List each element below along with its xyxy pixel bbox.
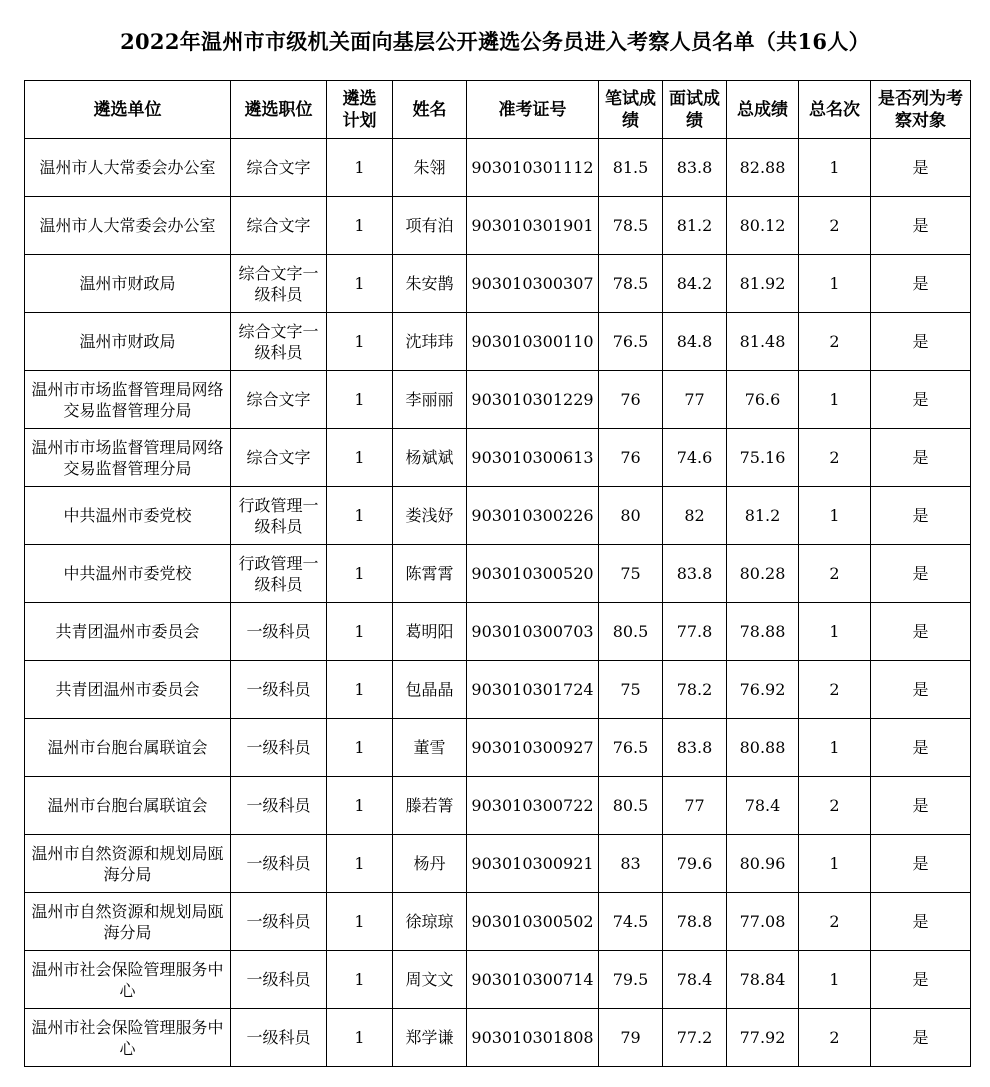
cell-selected: 是: [871, 835, 971, 893]
cell-interview: 82: [663, 487, 727, 545]
table-row: [25, 313, 971, 371]
table-row: [25, 893, 971, 951]
cell-exam-id: 903010300927: [467, 719, 599, 777]
candidate-table: [24, 80, 971, 1067]
cell-exam-id: 903010300110: [467, 313, 599, 371]
cell-exam-id: 903010300307: [467, 255, 599, 313]
cell-rank: 1: [799, 835, 871, 893]
cell-interview: 77.2: [663, 1009, 727, 1067]
cell-exam-id: 903010301112: [467, 139, 599, 197]
cell-plan: 1: [327, 777, 393, 835]
cell-rank: 2: [799, 545, 871, 603]
cell-plan: 1: [327, 603, 393, 661]
cell-selected: 是: [871, 139, 971, 197]
cell-rank: 2: [799, 893, 871, 951]
cell-total: 78.88: [727, 603, 799, 661]
cell-unit: 温州市台胞台属联谊会: [25, 777, 231, 835]
cell-unit: 温州市台胞台属联谊会: [25, 719, 231, 777]
cell-exam-id: 903010301724: [467, 661, 599, 719]
cell-position: 综合文字: [231, 197, 327, 255]
table-row: [25, 545, 971, 603]
cell-position: 一级科员: [231, 777, 327, 835]
cell-interview: 77: [663, 371, 727, 429]
cell-interview: 83.8: [663, 545, 727, 603]
cell-name: 郑学谦: [393, 1009, 467, 1067]
table-row: [25, 835, 971, 893]
cell-plan: 1: [327, 835, 393, 893]
cell-rank: 1: [799, 371, 871, 429]
cell-rank: 2: [799, 197, 871, 255]
cell-name: 项有泊: [393, 197, 467, 255]
cell-total: 77.92: [727, 1009, 799, 1067]
cell-selected: 是: [871, 893, 971, 951]
cell-total: 80.12: [727, 197, 799, 255]
cell-selected: 是: [871, 371, 971, 429]
cell-selected: 是: [871, 487, 971, 545]
cell-written: 76.5: [599, 313, 663, 371]
table-row: [25, 951, 971, 1009]
cell-selected: 是: [871, 1009, 971, 1067]
cell-unit: 温州市财政局: [25, 255, 231, 313]
header-name: 姓名: [393, 81, 467, 139]
cell-written: 79: [599, 1009, 663, 1067]
cell-rank: 2: [799, 1009, 871, 1067]
table-row: [25, 661, 971, 719]
cell-rank: 1: [799, 603, 871, 661]
cell-unit: 温州市人大常委会办公室: [25, 139, 231, 197]
table-row: [25, 139, 971, 197]
header-unit: 遴选单位: [25, 81, 231, 139]
cell-selected: 是: [871, 603, 971, 661]
cell-written: 76: [599, 371, 663, 429]
cell-unit: 中共温州市委党校: [25, 545, 231, 603]
cell-total: 81.2: [727, 487, 799, 545]
cell-written: 76: [599, 429, 663, 487]
cell-exam-id: 903010300502: [467, 893, 599, 951]
header-position: 遴选职位: [231, 81, 327, 139]
cell-position: 综合文字: [231, 371, 327, 429]
cell-written: 83: [599, 835, 663, 893]
cell-plan: 1: [327, 487, 393, 545]
cell-position: 一级科员: [231, 603, 327, 661]
cell-unit: 温州市社会保险管理服务中心: [25, 951, 231, 1009]
cell-position: 综合文字: [231, 429, 327, 487]
cell-rank: 2: [799, 429, 871, 487]
cell-name: 李丽丽: [393, 371, 467, 429]
cell-selected: 是: [871, 719, 971, 777]
cell-name: 葛明阳: [393, 603, 467, 661]
cell-plan: 1: [327, 893, 393, 951]
cell-name: 娄浅妤: [393, 487, 467, 545]
cell-interview: 74.6: [663, 429, 727, 487]
cell-plan: 1: [327, 1009, 393, 1067]
cell-name: 朱安鹊: [393, 255, 467, 313]
table-row: [25, 777, 971, 835]
table-row: [25, 603, 971, 661]
cell-total: 78.4: [727, 777, 799, 835]
cell-exam-id: 903010301901: [467, 197, 599, 255]
cell-rank: 1: [799, 487, 871, 545]
cell-selected: 是: [871, 313, 971, 371]
cell-interview: 83.8: [663, 139, 727, 197]
cell-interview: 84.8: [663, 313, 727, 371]
cell-rank: 2: [799, 777, 871, 835]
cell-name: 沈玮玮: [393, 313, 467, 371]
cell-interview: 78.4: [663, 951, 727, 1009]
cell-interview: 84.2: [663, 255, 727, 313]
cell-plan: 1: [327, 197, 393, 255]
cell-total: 81.48: [727, 313, 799, 371]
cell-unit: 温州市社会保险管理服务中心: [25, 1009, 231, 1067]
cell-rank: 1: [799, 139, 871, 197]
cell-unit: 共青团温州市委员会: [25, 603, 231, 661]
cell-name: 陈霄霄: [393, 545, 467, 603]
cell-interview: 83.8: [663, 719, 727, 777]
cell-total: 80.88: [727, 719, 799, 777]
cell-exam-id: 903010301808: [467, 1009, 599, 1067]
cell-unit: 共青团温州市委员会: [25, 661, 231, 719]
cell-total: 77.08: [727, 893, 799, 951]
cell-name: 杨斌斌: [393, 429, 467, 487]
cell-written: 80.5: [599, 777, 663, 835]
header-rank: 总名次: [799, 81, 871, 139]
cell-total: 76.92: [727, 661, 799, 719]
cell-exam-id: 903010301229: [467, 371, 599, 429]
header-total: 总成绩: [727, 81, 799, 139]
cell-total: 81.92: [727, 255, 799, 313]
cell-unit: 温州市市场监督管理局网络交易监督管理分局: [25, 429, 231, 487]
cell-exam-id: 903010300703: [467, 603, 599, 661]
cell-position: 综合文字: [231, 139, 327, 197]
cell-name: 徐琼琼: [393, 893, 467, 951]
cell-exam-id: 903010300714: [467, 951, 599, 1009]
cell-plan: 1: [327, 951, 393, 1009]
header-written: 笔试成绩: [599, 81, 663, 139]
cell-written: 75: [599, 545, 663, 603]
cell-written: 81.5: [599, 139, 663, 197]
cell-total: 76.6: [727, 371, 799, 429]
cell-rank: 1: [799, 719, 871, 777]
header-selected: 是否列为考察对象: [871, 81, 971, 139]
cell-position: 综合文字一级科员: [231, 255, 327, 313]
cell-name: 周文文: [393, 951, 467, 1009]
cell-position: 一级科员: [231, 661, 327, 719]
cell-position: 一级科员: [231, 1009, 327, 1067]
cell-written: 78.5: [599, 197, 663, 255]
cell-interview: 77.8: [663, 603, 727, 661]
cell-plan: 1: [327, 255, 393, 313]
cell-name: 滕若箐: [393, 777, 467, 835]
cell-written: 78.5: [599, 255, 663, 313]
cell-selected: 是: [871, 951, 971, 1009]
cell-unit: 中共温州市委党校: [25, 487, 231, 545]
table-row: [25, 487, 971, 545]
table-row: [25, 255, 971, 313]
cell-selected: 是: [871, 255, 971, 313]
cell-name: 董雪: [393, 719, 467, 777]
cell-rank: 1: [799, 255, 871, 313]
cell-unit: 温州市自然资源和规划局瓯海分局: [25, 893, 231, 951]
header-interview: 面试成绩: [663, 81, 727, 139]
cell-unit: 温州市自然资源和规划局瓯海分局: [25, 835, 231, 893]
cell-exam-id: 903010300722: [467, 777, 599, 835]
cell-plan: 1: [327, 371, 393, 429]
cell-written: 80.5: [599, 603, 663, 661]
cell-plan: 1: [327, 545, 393, 603]
cell-total: 78.84: [727, 951, 799, 1009]
cell-position: 一级科员: [231, 835, 327, 893]
cell-exam-id: 903010300520: [467, 545, 599, 603]
cell-position: 行政管理一级科员: [231, 545, 327, 603]
cell-total: 80.28: [727, 545, 799, 603]
table-row: [25, 719, 971, 777]
cell-total: 80.96: [727, 835, 799, 893]
cell-name: 朱翎: [393, 139, 467, 197]
cell-exam-id: 903010300226: [467, 487, 599, 545]
table-row: [25, 1009, 971, 1067]
cell-unit: 温州市财政局: [25, 313, 231, 371]
cell-unit: 温州市人大常委会办公室: [25, 197, 231, 255]
cell-position: 一级科员: [231, 951, 327, 1009]
table-row: [25, 429, 971, 487]
cell-interview: 77: [663, 777, 727, 835]
cell-written: 74.5: [599, 893, 663, 951]
cell-rank: 1: [799, 951, 871, 1009]
cell-plan: 1: [327, 313, 393, 371]
cell-exam-id: 903010300921: [467, 835, 599, 893]
cell-plan: 1: [327, 661, 393, 719]
cell-rank: 2: [799, 313, 871, 371]
cell-interview: 78.2: [663, 661, 727, 719]
cell-name: 杨丹: [393, 835, 467, 893]
cell-written: 75: [599, 661, 663, 719]
cell-plan: 1: [327, 139, 393, 197]
cell-written: 76.5: [599, 719, 663, 777]
cell-interview: 78.8: [663, 893, 727, 951]
cell-selected: 是: [871, 545, 971, 603]
page-title: 2022年温州市市级机关面向基层公开遴选公务员进入考察人员名单（共16人）: [120, 29, 870, 54]
cell-selected: 是: [871, 429, 971, 487]
cell-selected: 是: [871, 777, 971, 835]
cell-position: 行政管理一级科员: [231, 487, 327, 545]
table-row: [25, 371, 971, 429]
cell-interview: 79.6: [663, 835, 727, 893]
cell-name: 包晶晶: [393, 661, 467, 719]
header-plan: 遴选计划: [327, 81, 393, 139]
cell-position: 一级科员: [231, 719, 327, 777]
cell-exam-id: 903010300613: [467, 429, 599, 487]
cell-selected: 是: [871, 197, 971, 255]
cell-plan: 1: [327, 429, 393, 487]
header-exam-id: 准考证号: [467, 81, 599, 139]
cell-rank: 2: [799, 661, 871, 719]
cell-written: 79.5: [599, 951, 663, 1009]
cell-plan: 1: [327, 719, 393, 777]
cell-selected: 是: [871, 661, 971, 719]
cell-position: 综合文字一级科员: [231, 313, 327, 371]
cell-written: 80: [599, 487, 663, 545]
cell-total: 75.16: [727, 429, 799, 487]
header-row: [25, 81, 971, 139]
cell-position: 一级科员: [231, 893, 327, 951]
cell-total: 82.88: [727, 139, 799, 197]
table-body: [25, 139, 971, 1067]
cell-interview: 81.2: [663, 197, 727, 255]
cell-unit: 温州市市场监督管理局网络交易监督管理分局: [25, 371, 231, 429]
table-row: [25, 197, 971, 255]
